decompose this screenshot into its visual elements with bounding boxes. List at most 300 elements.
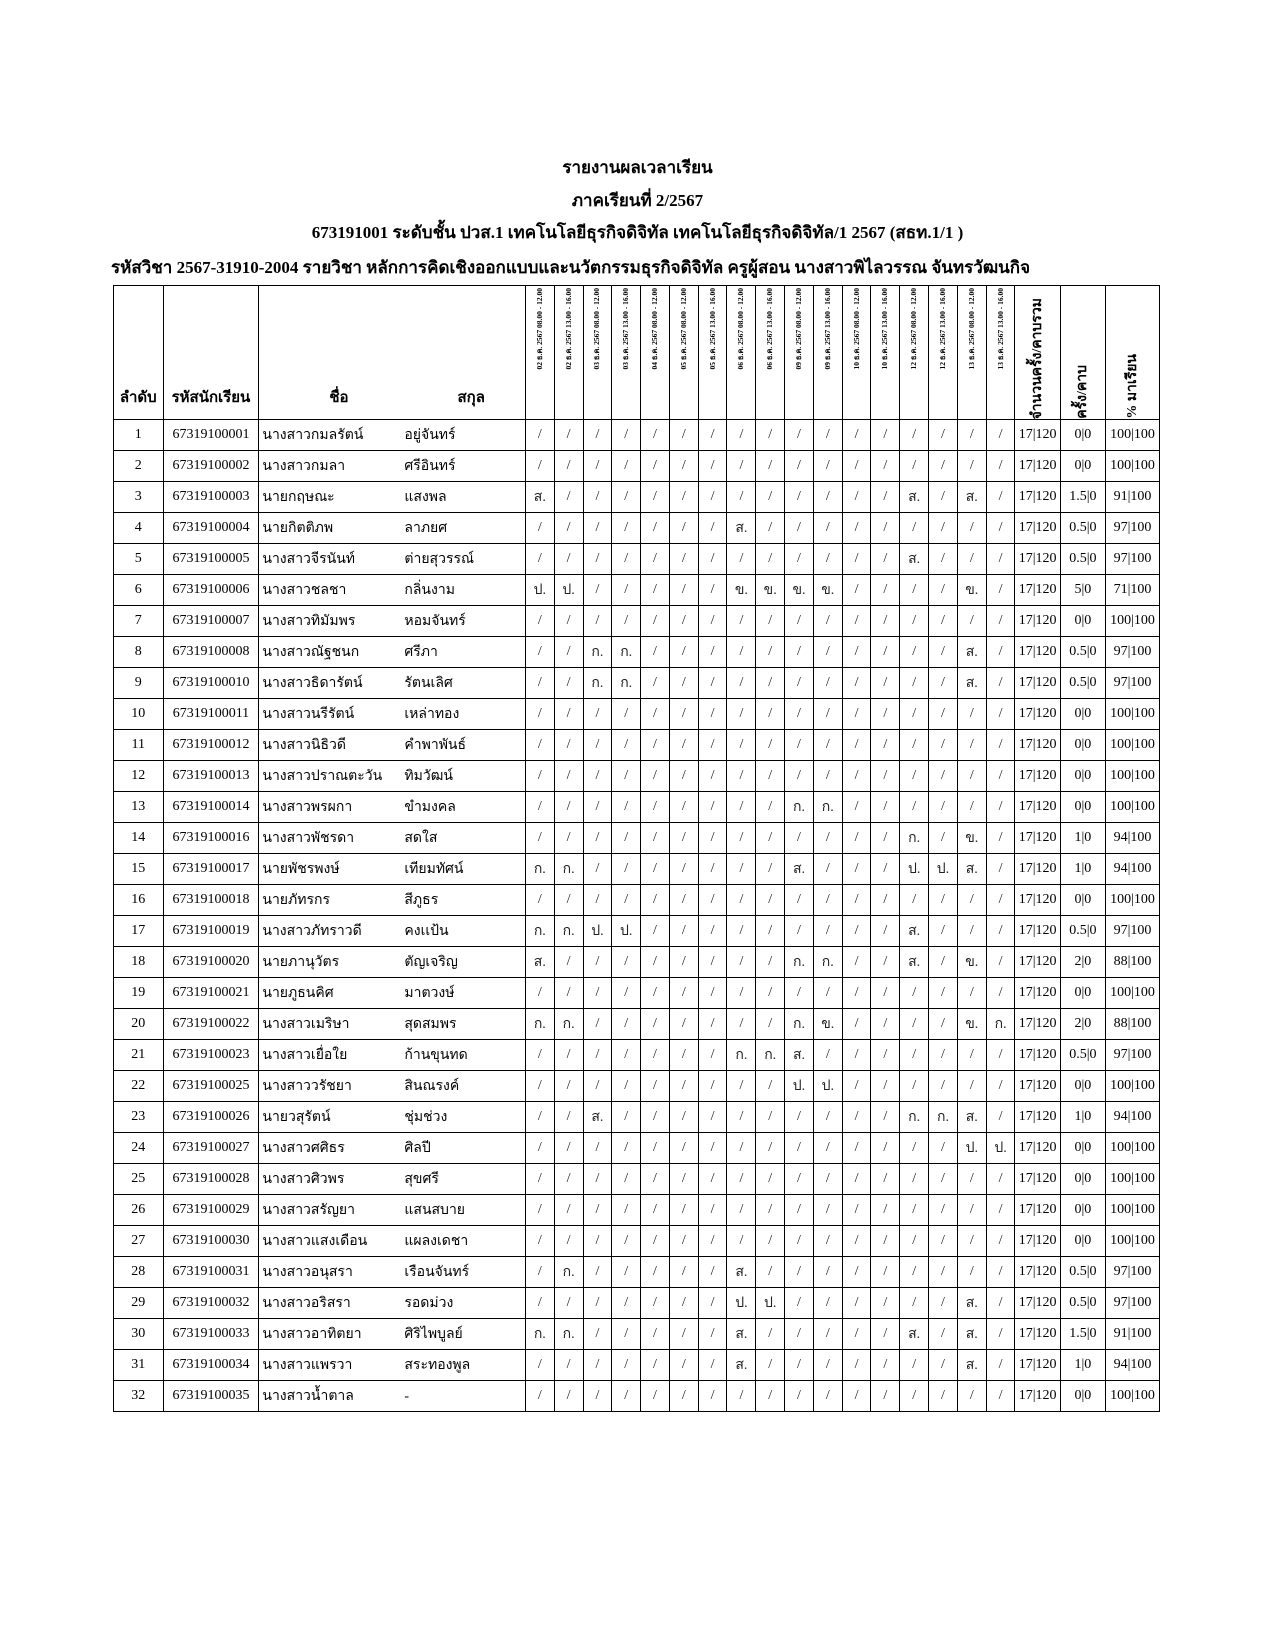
attendance-mark: / bbox=[900, 668, 929, 699]
attendance-mark: / bbox=[525, 1381, 554, 1412]
attendance-mark: / bbox=[727, 730, 756, 761]
attendance-mark: / bbox=[698, 947, 727, 978]
table-row bbox=[114, 1288, 1160, 1319]
column-header-times-label: ครั้ง/คาบ bbox=[1074, 365, 1090, 419]
session-label: 09 ธ.ค. 2567 08.00 - 12.00 bbox=[793, 288, 803, 370]
attendance-mark: / bbox=[785, 1319, 814, 1350]
attendance-mark: / bbox=[900, 699, 929, 730]
attendance-mark: ป. bbox=[813, 1071, 842, 1102]
first-name: นางสาวนิธิวดี bbox=[262, 738, 346, 753]
attendance-mark: / bbox=[698, 885, 727, 916]
row-number: 4 bbox=[114, 513, 164, 544]
attendance-mark: / bbox=[986, 792, 1015, 823]
attendance-mark: ส. bbox=[957, 637, 986, 668]
attendance-mark: / bbox=[727, 1195, 756, 1226]
student-id: 67319100027 bbox=[163, 1133, 259, 1164]
student-id: 67319100019 bbox=[163, 916, 259, 947]
attendance-mark: / bbox=[986, 668, 1015, 699]
absence-times: 0|0 bbox=[1060, 792, 1105, 823]
student-id: 67319100031 bbox=[163, 1257, 259, 1288]
attendance-mark: / bbox=[957, 420, 986, 451]
absence-times: 1.5|0 bbox=[1060, 482, 1105, 513]
last-name: เรือนจันทร์ bbox=[404, 1265, 470, 1280]
student-id: 67319100020 bbox=[163, 947, 259, 978]
attendance-mark: / bbox=[756, 1226, 785, 1257]
attendance-mark: / bbox=[727, 1164, 756, 1195]
attendance-mark: / bbox=[554, 637, 583, 668]
attendance-mark: / bbox=[871, 699, 900, 730]
table-row bbox=[114, 1071, 1160, 1102]
table-row bbox=[114, 978, 1160, 1009]
attendance-mark: / bbox=[900, 1040, 929, 1071]
attendance-mark: / bbox=[698, 1195, 727, 1226]
student-id: 67319100008 bbox=[163, 637, 259, 668]
attendance-mark: ส. bbox=[957, 1319, 986, 1350]
attendance-mark: / bbox=[698, 575, 727, 606]
attendance-mark: / bbox=[756, 1319, 785, 1350]
attendance-mark: / bbox=[929, 699, 958, 730]
attendance-mark: / bbox=[612, 482, 641, 513]
attendance-mark: / bbox=[785, 544, 814, 575]
attendance-mark: / bbox=[525, 420, 554, 451]
attendance-mark: / bbox=[871, 1319, 900, 1350]
column-header-session bbox=[525, 286, 554, 420]
attendance-mark: / bbox=[813, 761, 842, 792]
attendance-mark: / bbox=[871, 916, 900, 947]
attendance-mark: / bbox=[756, 916, 785, 947]
attendance-mark: / bbox=[986, 451, 1015, 482]
attendance-mark: / bbox=[871, 482, 900, 513]
attendance-mark: / bbox=[871, 1133, 900, 1164]
table-row bbox=[114, 575, 1160, 606]
student-name bbox=[259, 606, 526, 637]
first-name: นางสาวศิวพร bbox=[262, 1172, 345, 1187]
attendance-mark: ข. bbox=[785, 575, 814, 606]
attendance-mark: / bbox=[929, 1288, 958, 1319]
student-name bbox=[259, 885, 526, 916]
column-header-session bbox=[842, 286, 871, 420]
attendance-mark: / bbox=[583, 1009, 612, 1040]
attendance-mark: / bbox=[727, 482, 756, 513]
attendance-mark: / bbox=[986, 420, 1015, 451]
attendance-mark: / bbox=[583, 1288, 612, 1319]
attendance-mark: / bbox=[900, 978, 929, 1009]
attendance-table bbox=[113, 285, 1160, 1412]
attendance-mark: / bbox=[554, 1071, 583, 1102]
attendance-mark: / bbox=[727, 1381, 756, 1412]
attendance-mark: / bbox=[583, 1164, 612, 1195]
attendance-mark: / bbox=[785, 451, 814, 482]
total-sessions: 17|120 bbox=[1015, 978, 1060, 1009]
attendance-mark: / bbox=[785, 1102, 814, 1133]
attendance-mark: / bbox=[669, 1319, 698, 1350]
attendance-mark: / bbox=[900, 606, 929, 637]
attendance-mark: / bbox=[756, 978, 785, 1009]
attendance-mark: / bbox=[842, 947, 871, 978]
student-id: 67319100026 bbox=[163, 1102, 259, 1133]
attendance-mark: / bbox=[957, 451, 986, 482]
attendance-mark: / bbox=[669, 699, 698, 730]
attendance-mark: / bbox=[525, 761, 554, 792]
attendance-percent: 100|100 bbox=[1106, 451, 1160, 482]
attendance-mark: / bbox=[986, 1102, 1015, 1133]
attendance-mark: / bbox=[756, 947, 785, 978]
first-name: นางสาวเมริษา bbox=[262, 1017, 350, 1032]
absence-times: 0|0 bbox=[1060, 1381, 1105, 1412]
absence-times: 0.5|0 bbox=[1060, 916, 1105, 947]
attendance-mark: / bbox=[641, 1164, 670, 1195]
attendance-mark: / bbox=[929, 1133, 958, 1164]
attendance-mark: / bbox=[929, 451, 958, 482]
column-header-session bbox=[727, 286, 756, 420]
attendance-mark: / bbox=[842, 575, 871, 606]
last-name: สีภูธร bbox=[404, 893, 439, 908]
attendance-mark: / bbox=[785, 420, 814, 451]
attendance-mark: / bbox=[957, 1195, 986, 1226]
session-label: 10 ธ.ค. 2567 13.00 - 16.00 bbox=[880, 288, 890, 370]
attendance-mark: / bbox=[957, 792, 986, 823]
first-name: นางสาวอนุสรา bbox=[262, 1265, 353, 1280]
attendance-mark: / bbox=[669, 730, 698, 761]
attendance-mark: / bbox=[900, 637, 929, 668]
attendance-mark: / bbox=[669, 1350, 698, 1381]
attendance-mark: / bbox=[986, 947, 1015, 978]
attendance-mark: / bbox=[900, 761, 929, 792]
attendance-mark: / bbox=[554, 482, 583, 513]
student-id: 67319100021 bbox=[163, 978, 259, 1009]
attendance-mark: / bbox=[929, 792, 958, 823]
attendance-mark: / bbox=[612, 1319, 641, 1350]
attendance-mark: / bbox=[583, 1133, 612, 1164]
total-sessions: 17|120 bbox=[1015, 1040, 1060, 1071]
attendance-mark: ก. bbox=[813, 792, 842, 823]
attendance-mark: / bbox=[957, 885, 986, 916]
last-name: แสงพล bbox=[404, 490, 447, 505]
attendance-mark: ป. bbox=[727, 1288, 756, 1319]
attendance-mark: / bbox=[929, 1195, 958, 1226]
student-id: 67319100013 bbox=[163, 761, 259, 792]
attendance-mark: ข. bbox=[957, 575, 986, 606]
attendance-mark: ส. bbox=[727, 513, 756, 544]
last-name: ลาภยศ bbox=[404, 521, 448, 536]
attendance-mark: / bbox=[900, 1195, 929, 1226]
attendance-mark: / bbox=[554, 513, 583, 544]
row-number: 15 bbox=[114, 854, 164, 885]
attendance-mark: / bbox=[698, 1350, 727, 1381]
semester-label: ภาคเรียนที่ 2/2567 bbox=[571, 191, 704, 210]
attendance-mark: / bbox=[641, 575, 670, 606]
total-sessions: 17|120 bbox=[1015, 1288, 1060, 1319]
last-name: หอมจันทร์ bbox=[404, 614, 466, 629]
absence-times: 0|0 bbox=[1060, 730, 1105, 761]
student-name bbox=[259, 761, 526, 792]
attendance-percent: 97|100 bbox=[1106, 1040, 1160, 1071]
attendance-mark: / bbox=[641, 1040, 670, 1071]
absence-times: 0.5|0 bbox=[1060, 637, 1105, 668]
attendance-mark: / bbox=[554, 606, 583, 637]
attendance-percent: 94|100 bbox=[1106, 854, 1160, 885]
attendance-mark: / bbox=[756, 1009, 785, 1040]
attendance-mark: ส. bbox=[785, 1040, 814, 1071]
attendance-mark: / bbox=[727, 606, 756, 637]
last-name: สุดสมพร bbox=[404, 1017, 457, 1032]
attendance-mark: / bbox=[900, 1071, 929, 1102]
total-sessions: 17|120 bbox=[1015, 1319, 1060, 1350]
first-name: นางสาวนรีรัตน์ bbox=[262, 707, 355, 722]
attendance-mark: / bbox=[756, 1195, 785, 1226]
attendance-mark: / bbox=[900, 1350, 929, 1381]
attendance-mark: / bbox=[929, 885, 958, 916]
attendance-mark: / bbox=[669, 575, 698, 606]
attendance-mark: ก. bbox=[554, 916, 583, 947]
row-number: 32 bbox=[114, 1381, 164, 1412]
attendance-mark: ก. bbox=[785, 792, 814, 823]
row-number: 21 bbox=[114, 1040, 164, 1071]
student-id: 67319100003 bbox=[163, 482, 259, 513]
attendance-percent: 94|100 bbox=[1106, 823, 1160, 854]
attendance-mark: / bbox=[698, 699, 727, 730]
attendance-mark: / bbox=[785, 513, 814, 544]
column-header-student-id: รหัสนักเรียน bbox=[163, 286, 259, 420]
attendance-mark: / bbox=[669, 854, 698, 885]
attendance-mark: / bbox=[554, 947, 583, 978]
attendance-mark: / bbox=[756, 420, 785, 451]
attendance-mark: / bbox=[669, 916, 698, 947]
attendance-mark: / bbox=[727, 420, 756, 451]
attendance-mark: / bbox=[525, 1102, 554, 1133]
attendance-mark: ป. bbox=[929, 854, 958, 885]
last-name: แสนสบาย bbox=[404, 1203, 466, 1218]
attendance-percent: 91|100 bbox=[1106, 1319, 1160, 1350]
attendance-mark: / bbox=[698, 544, 727, 575]
attendance-mark: / bbox=[525, 885, 554, 916]
attendance-mark: / bbox=[871, 1009, 900, 1040]
attendance-percent: 100|100 bbox=[1106, 1381, 1160, 1412]
student-id: 67319100002 bbox=[163, 451, 259, 482]
total-sessions: 17|120 bbox=[1015, 1350, 1060, 1381]
attendance-mark: / bbox=[842, 1133, 871, 1164]
attendance-mark: ก. bbox=[986, 1009, 1015, 1040]
attendance-mark: / bbox=[612, 761, 641, 792]
column-header-session bbox=[929, 286, 958, 420]
attendance-mark: / bbox=[698, 1133, 727, 1164]
student-name bbox=[259, 513, 526, 544]
row-number: 29 bbox=[114, 1288, 164, 1319]
attendance-mark: / bbox=[583, 761, 612, 792]
attendance-mark: / bbox=[785, 1164, 814, 1195]
attendance-mark: / bbox=[986, 637, 1015, 668]
attendance-mark: / bbox=[785, 606, 814, 637]
attendance-mark: / bbox=[641, 978, 670, 1009]
table-row bbox=[114, 668, 1160, 699]
attendance-mark: / bbox=[785, 1226, 814, 1257]
attendance-mark: / bbox=[525, 730, 554, 761]
table-row bbox=[114, 1102, 1160, 1133]
attendance-mark: ก. bbox=[813, 947, 842, 978]
table-row bbox=[114, 1040, 1160, 1071]
first-name: นางสาวณัฐชนก bbox=[262, 645, 360, 660]
column-header-session bbox=[612, 286, 641, 420]
attendance-mark: / bbox=[986, 575, 1015, 606]
attendance-mark: / bbox=[554, 761, 583, 792]
attendance-mark: / bbox=[583, 1381, 612, 1412]
total-sessions: 17|120 bbox=[1015, 1133, 1060, 1164]
attendance-percent: 97|100 bbox=[1106, 1288, 1160, 1319]
attendance-mark: / bbox=[727, 885, 756, 916]
attendance-mark: / bbox=[900, 1257, 929, 1288]
row-number: 13 bbox=[114, 792, 164, 823]
attendance-mark: / bbox=[727, 823, 756, 854]
attendance-mark: / bbox=[785, 668, 814, 699]
last-name: เหล่าทอง bbox=[404, 707, 460, 722]
absence-times: 0.5|0 bbox=[1060, 1040, 1105, 1071]
total-sessions: 17|120 bbox=[1015, 1257, 1060, 1288]
absence-times: 0|0 bbox=[1060, 1071, 1105, 1102]
attendance-mark: / bbox=[727, 1071, 756, 1102]
attendance-mark: / bbox=[929, 1009, 958, 1040]
student-id: 67319100034 bbox=[163, 1350, 259, 1381]
attendance-mark: / bbox=[785, 761, 814, 792]
attendance-mark: / bbox=[986, 699, 1015, 730]
attendance-mark: / bbox=[986, 854, 1015, 885]
first-name: นางสาวศศิธร bbox=[262, 1141, 345, 1156]
first-name: นางสาวอริสรา bbox=[262, 1296, 351, 1311]
table-row bbox=[114, 1257, 1160, 1288]
row-number: 2 bbox=[114, 451, 164, 482]
last-name: รอดม่วง bbox=[404, 1296, 454, 1311]
absence-times: 0.5|0 bbox=[1060, 544, 1105, 575]
last-name: ศรีภา bbox=[404, 645, 438, 660]
session-label: 02 ธ.ค. 2567 08.00 - 12.00 bbox=[534, 288, 544, 370]
attendance-mark: / bbox=[612, 885, 641, 916]
attendance-mark: / bbox=[727, 668, 756, 699]
attendance-mark: / bbox=[669, 1257, 698, 1288]
attendance-mark: / bbox=[756, 482, 785, 513]
student-name bbox=[259, 1133, 526, 1164]
column-header-session bbox=[900, 286, 929, 420]
attendance-mark: / bbox=[871, 606, 900, 637]
attendance-mark: / bbox=[669, 1164, 698, 1195]
attendance-mark: / bbox=[813, 482, 842, 513]
first-name: นายวสุรัตน์ bbox=[262, 1110, 331, 1125]
attendance-mark: / bbox=[727, 544, 756, 575]
attendance-percent: 91|100 bbox=[1106, 482, 1160, 513]
student-name bbox=[259, 1164, 526, 1195]
student-name bbox=[259, 1350, 526, 1381]
attendance-mark: / bbox=[669, 947, 698, 978]
header-row bbox=[114, 286, 1160, 420]
attendance-mark: ส. bbox=[785, 854, 814, 885]
attendance-mark: / bbox=[525, 513, 554, 544]
session-label: 09 ธ.ค. 2567 13.00 - 16.00 bbox=[822, 288, 832, 370]
last-name: - bbox=[404, 1389, 410, 1404]
total-sessions: 17|120 bbox=[1015, 1381, 1060, 1412]
attendance-mark: / bbox=[554, 1226, 583, 1257]
column-header-percent bbox=[1106, 286, 1160, 420]
total-sessions: 17|120 bbox=[1015, 761, 1060, 792]
attendance-mark: / bbox=[871, 1350, 900, 1381]
session-label: 06 ธ.ค. 2567 13.00 - 16.00 bbox=[765, 288, 775, 370]
total-sessions: 17|120 bbox=[1015, 1102, 1060, 1133]
table-row bbox=[114, 1350, 1160, 1381]
table-row bbox=[114, 792, 1160, 823]
attendance-mark: ป. bbox=[554, 575, 583, 606]
attendance-mark: / bbox=[612, 1381, 641, 1412]
attendance-mark: / bbox=[727, 451, 756, 482]
session-label: 04 ธ.ค. 2567 08.00 - 12.00 bbox=[649, 288, 659, 370]
attendance-mark: ส. bbox=[957, 482, 986, 513]
session-label: 03 ธ.ค. 2567 13.00 - 16.00 bbox=[621, 288, 631, 370]
attendance-mark: / bbox=[641, 761, 670, 792]
first-name: นางสาวธิดารัตน์ bbox=[262, 676, 363, 691]
attendance-mark: / bbox=[900, 792, 929, 823]
attendance-mark: / bbox=[669, 482, 698, 513]
attendance-mark: / bbox=[698, 420, 727, 451]
student-id: 67319100033 bbox=[163, 1319, 259, 1350]
column-header-session bbox=[871, 286, 900, 420]
attendance-mark: / bbox=[525, 637, 554, 668]
attendance-mark: / bbox=[986, 761, 1015, 792]
attendance-mark: / bbox=[669, 823, 698, 854]
attendance-mark: ก. bbox=[554, 1257, 583, 1288]
attendance-mark: / bbox=[727, 1009, 756, 1040]
attendance-mark: / bbox=[641, 1288, 670, 1319]
attendance-mark: / bbox=[525, 823, 554, 854]
attendance-mark: / bbox=[669, 1009, 698, 1040]
attendance-mark: / bbox=[842, 1257, 871, 1288]
last-name: อยู่จันทร์ bbox=[404, 428, 456, 443]
session-label: 05 ธ.ค. 2567 13.00 - 16.00 bbox=[707, 288, 717, 370]
attendance-mark: / bbox=[756, 1102, 785, 1133]
student-id: 67319100028 bbox=[163, 1164, 259, 1195]
attendance-mark: / bbox=[554, 1164, 583, 1195]
first-name: นายภูธนคิศ bbox=[262, 986, 334, 1001]
attendance-mark: / bbox=[871, 1195, 900, 1226]
row-number: 22 bbox=[114, 1071, 164, 1102]
attendance-percent: 100|100 bbox=[1106, 792, 1160, 823]
attendance-mark: ก. bbox=[525, 916, 554, 947]
attendance-mark: ส. bbox=[900, 947, 929, 978]
attendance-mark: ก. bbox=[785, 1009, 814, 1040]
column-header-no: ลำดับ bbox=[114, 286, 164, 420]
last-name: คงเเป้น bbox=[404, 924, 449, 939]
attendance-mark: / bbox=[583, 513, 612, 544]
attendance-mark: / bbox=[583, 1319, 612, 1350]
attendance-mark: / bbox=[554, 792, 583, 823]
table-row bbox=[114, 730, 1160, 761]
attendance-mark: / bbox=[669, 1071, 698, 1102]
attendance-mark: / bbox=[842, 792, 871, 823]
attendance-mark: / bbox=[813, 730, 842, 761]
attendance-mark: / bbox=[986, 1350, 1015, 1381]
attendance-mark: / bbox=[698, 761, 727, 792]
student-name bbox=[259, 420, 526, 451]
first-name: นางสาวชลชา bbox=[262, 583, 347, 598]
attendance-mark: / bbox=[813, 1257, 842, 1288]
absence-times: 1.5|0 bbox=[1060, 1319, 1105, 1350]
attendance-percent: 100|100 bbox=[1106, 1195, 1160, 1226]
student-id: 67319100012 bbox=[163, 730, 259, 761]
attendance-mark: / bbox=[727, 1102, 756, 1133]
session-label: 13 ธ.ค. 2567 13.00 - 16.00 bbox=[995, 288, 1005, 370]
attendance-mark: / bbox=[612, 792, 641, 823]
table-row bbox=[114, 420, 1160, 451]
first-name: นางสาวอาทิตยา bbox=[262, 1327, 362, 1342]
attendance-mark: / bbox=[612, 1226, 641, 1257]
attendance-percent: 100|100 bbox=[1106, 420, 1160, 451]
total-sessions: 17|120 bbox=[1015, 823, 1060, 854]
attendance-mark: / bbox=[986, 885, 1015, 916]
